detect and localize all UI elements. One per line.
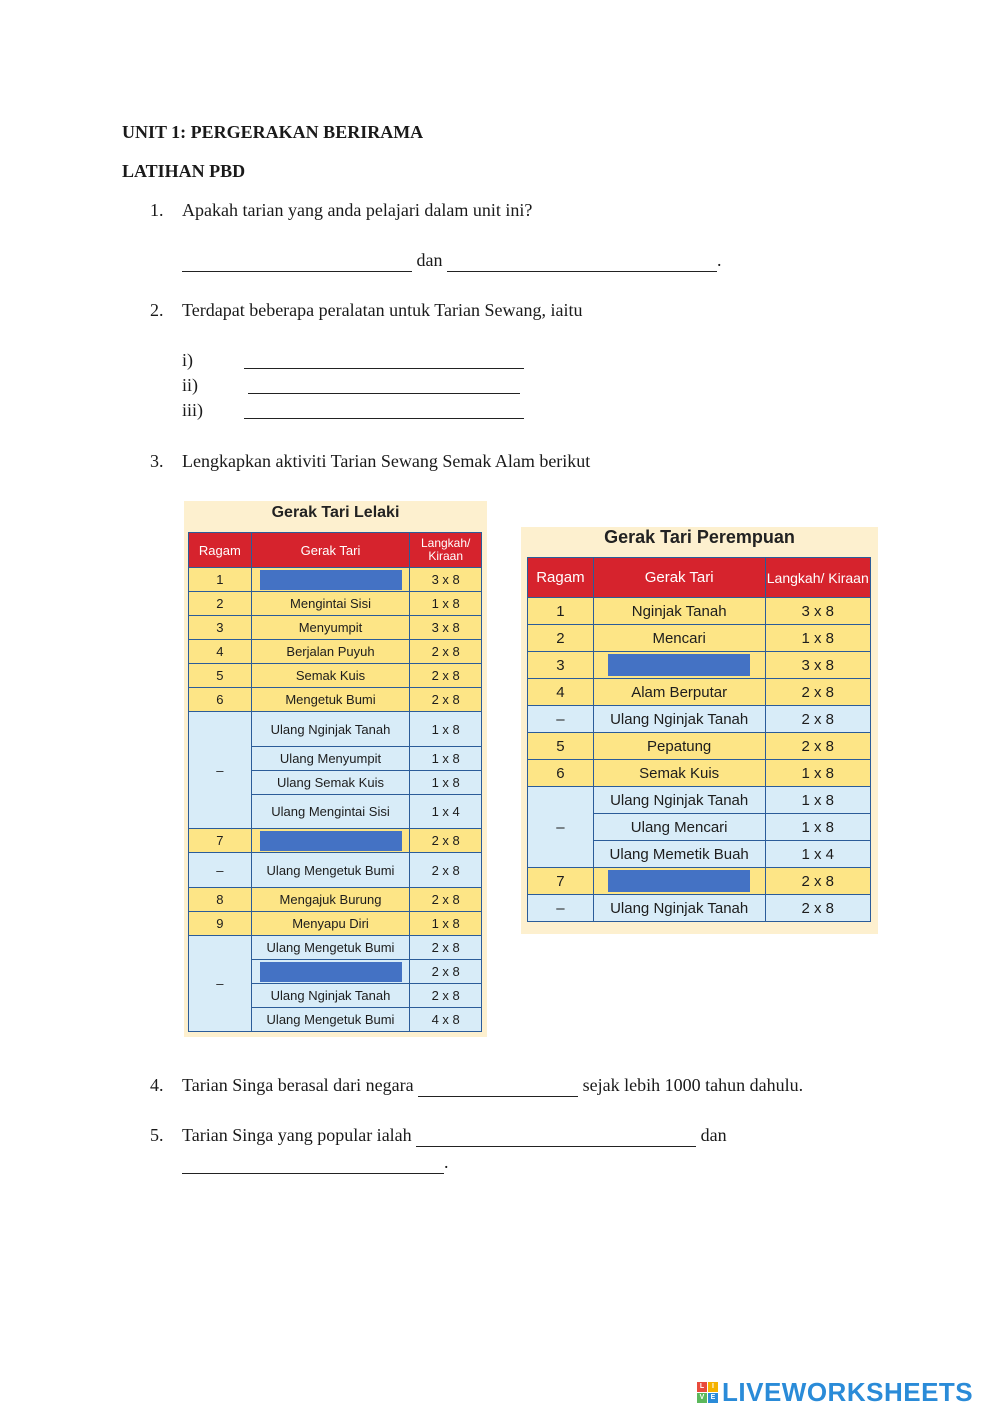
kiraan-cell: 2 x 8: [410, 960, 482, 984]
q4-number: 4.: [150, 1075, 164, 1095]
ragam-cell: 7: [189, 829, 252, 853]
gerak-cell: Pepatung: [593, 733, 765, 760]
kiraan-cell: 1 x 8: [410, 712, 482, 747]
answer-blank[interactable]: [260, 962, 402, 982]
kiraan-cell: 2 x 8: [410, 853, 482, 888]
q1-text: Apakah tarian yang anda pelajari dalam unit ini?: [182, 200, 533, 220]
female-dance-table-panel: [521, 527, 878, 934]
table-row: [528, 598, 871, 625]
ragam-cell: 5: [189, 664, 252, 688]
gerak-cell: [251, 829, 410, 853]
gerak-cell: Ulang Nginjak Tanah: [593, 895, 765, 922]
logo-mark-icon: L I V E: [697, 1382, 718, 1403]
gerak-cell: Alam Berputar: [593, 679, 765, 706]
kiraan-cell: 2 x 8: [765, 895, 871, 922]
table-row: [189, 616, 482, 640]
table-row: [189, 888, 482, 912]
ragam-cell: 4: [528, 679, 594, 706]
q1-end: .: [717, 250, 722, 270]
q2-item-1-input[interactable]: [244, 350, 524, 369]
q3-text: Lengkapkan aktiviti Tarian Sewang Semak Alam berikut: [182, 451, 591, 471]
kiraan-cell: 2 x 8: [410, 984, 482, 1008]
kiraan-cell: 1 x 8: [765, 787, 871, 814]
q4-text-after: sejak lebih 1000 tahun dahulu.: [582, 1075, 804, 1095]
q5-text-before: Tarian Singa yang popular ialah: [182, 1125, 412, 1145]
kiraan-cell: 2 x 8: [410, 688, 482, 712]
answer-blank[interactable]: [608, 654, 750, 676]
liveworksheets-logo: [697, 1377, 973, 1408]
table-row: [189, 568, 482, 592]
kiraan-cell: 2 x 8: [765, 706, 871, 733]
q4-text-before: Tarian Singa berasal dari negara: [182, 1075, 414, 1095]
gerak-cell: Ulang Mengintai Sisi: [251, 795, 410, 829]
gerak-cell: [251, 960, 410, 984]
table-row: [189, 853, 482, 888]
table-row: [189, 640, 482, 664]
table-row: [528, 895, 871, 922]
table-row: [528, 652, 871, 679]
kiraan-cell: 2 x 8: [410, 829, 482, 853]
table-row: [189, 829, 482, 853]
table-row: [528, 679, 871, 706]
q1-answer-line: [182, 250, 722, 272]
kiraan-cell: 2 x 8: [765, 733, 871, 760]
q2-item-label-2: ii): [182, 375, 198, 395]
answer-blank[interactable]: [260, 831, 402, 851]
table-row: [189, 936, 482, 960]
gerak-cell: Mencari: [593, 625, 765, 652]
q2-item-label-3: iii): [182, 400, 203, 420]
ragam-cell: 8: [189, 888, 252, 912]
gerak-cell: Mengajuk Burung: [251, 888, 410, 912]
kiraan-cell: 4 x 8: [410, 1008, 482, 1032]
ragam-cell: –: [189, 936, 252, 1032]
table-row: [189, 912, 482, 936]
unit-title: UNIT 1: PERGERAKAN BERIRAMA: [122, 122, 424, 142]
male-dance-table: [188, 532, 482, 1032]
gerak-cell: [593, 868, 765, 895]
female-header-gerak: Gerak Tari: [593, 558, 765, 598]
gerak-cell: Semak Kuis: [251, 664, 410, 688]
female-header-kiraan: Langkah/ Kiraan: [765, 558, 871, 598]
female-table-title: Gerak Tari Perempuan: [604, 527, 795, 547]
table-row: [528, 868, 871, 895]
gerak-cell: Ulang Semak Kuis: [251, 771, 410, 795]
q3-number: 3.: [150, 451, 164, 471]
female-dance-table: [527, 557, 871, 922]
q5-line: [182, 1125, 727, 1147]
kiraan-cell: 1 x 4: [765, 841, 871, 868]
gerak-cell: Ulang Mencari: [593, 814, 765, 841]
q5-answer-1-input[interactable]: [416, 1128, 696, 1147]
kiraan-cell: 2 x 8: [765, 679, 871, 706]
table-row: [189, 712, 482, 747]
table-row: [189, 592, 482, 616]
q2-item-3-input[interactable]: [244, 400, 524, 419]
ragam-cell: 6: [528, 760, 594, 787]
q5-answer-2-input[interactable]: [182, 1155, 444, 1174]
kiraan-cell: 3 x 8: [410, 568, 482, 592]
table-row: [528, 733, 871, 760]
q2-text: Terdapat beberapa peralatan untuk Tarian Sewang, iaitu: [182, 300, 583, 320]
kiraan-cell: 3 x 8: [765, 652, 871, 679]
gerak-cell: [593, 652, 765, 679]
q4-answer-input[interactable]: [418, 1078, 578, 1097]
gerak-cell: Semak Kuis: [593, 760, 765, 787]
q2-number: 2.: [150, 300, 164, 320]
answer-blank[interactable]: [260, 570, 402, 590]
answer-blank[interactable]: [608, 870, 750, 892]
ragam-cell: 2: [189, 592, 252, 616]
kiraan-cell: 3 x 8: [410, 616, 482, 640]
kiraan-cell: 2 x 8: [765, 868, 871, 895]
gerak-cell: Ulang Menyumpit: [251, 747, 410, 771]
q5-connector: dan: [700, 1125, 727, 1145]
ragam-cell: 1: [189, 568, 252, 592]
table-row: [189, 664, 482, 688]
q5-number: 5.: [150, 1125, 164, 1145]
q2-item-label-1: i): [182, 350, 193, 370]
gerak-cell: Mengintai Sisi: [251, 592, 410, 616]
female-header-ragam: Ragam: [528, 558, 594, 598]
q1-answer-1-input[interactable]: [182, 253, 412, 272]
kiraan-cell: 1 x 8: [410, 912, 482, 936]
gerak-cell: Ulang Nginjak Tanah: [593, 787, 765, 814]
table-row: [189, 688, 482, 712]
kiraan-cell: 1 x 8: [765, 814, 871, 841]
ragam-cell: 2: [528, 625, 594, 652]
male-table-title: Gerak Tari Lelaki: [271, 504, 400, 521]
male-header-kiraan: Langkah/ Kiraan: [410, 533, 482, 568]
gerak-cell: Ulang Nginjak Tanah: [593, 706, 765, 733]
q4-line: [182, 1075, 803, 1097]
gerak-cell: Nginjak Tanah: [593, 598, 765, 625]
kiraan-cell: 1 x 8: [410, 747, 482, 771]
gerak-cell: Ulang Mengetuk Bumi: [251, 853, 410, 888]
kiraan-cell: 2 x 8: [410, 936, 482, 960]
ragam-cell: 3: [189, 616, 252, 640]
kiraan-cell: 1 x 8: [410, 592, 482, 616]
q5-line-2: [182, 1152, 449, 1174]
gerak-cell: Ulang Mengetuk Bumi: [251, 1008, 410, 1032]
gerak-cell: Menyumpit: [251, 616, 410, 640]
ragam-cell: 7: [528, 868, 594, 895]
gerak-cell: Ulang Nginjak Tanah: [251, 712, 410, 747]
gerak-cell: Ulang Memetik Buah: [593, 841, 765, 868]
q2-item-2-input[interactable]: [248, 375, 520, 394]
male-header-gerak: Gerak Tari: [251, 533, 410, 568]
male-dance-table-panel: [184, 501, 487, 1037]
ragam-cell: 3: [528, 652, 594, 679]
ragam-cell: 1: [528, 598, 594, 625]
kiraan-cell: 1 x 8: [765, 625, 871, 652]
ragam-cell: –: [528, 895, 594, 922]
gerak-cell: [251, 568, 410, 592]
ragam-cell: 4: [189, 640, 252, 664]
kiraan-cell: 2 x 8: [410, 640, 482, 664]
kiraan-cell: 1 x 8: [410, 771, 482, 795]
q1-connector: dan: [416, 250, 443, 270]
table-row: [528, 787, 871, 814]
gerak-cell: Mengetuk Bumi: [251, 688, 410, 712]
ragam-cell: –: [528, 706, 594, 733]
table-row: [528, 706, 871, 733]
ragam-cell: –: [189, 853, 252, 888]
q5-end: .: [444, 1152, 449, 1172]
table-row: [528, 760, 871, 787]
gerak-cell: Ulang Nginjak Tanah: [251, 984, 410, 1008]
table-row: [528, 625, 871, 652]
section-title: LATIHAN PBD: [122, 161, 246, 181]
q1-answer-2-input[interactable]: [447, 253, 717, 272]
ragam-cell: –: [528, 787, 594, 868]
kiraan-cell: 1 x 4: [410, 795, 482, 829]
kiraan-cell: 2 x 8: [410, 664, 482, 688]
gerak-cell: Ulang Mengetuk Bumi: [251, 936, 410, 960]
ragam-cell: –: [189, 712, 252, 829]
ragam-cell: 5: [528, 733, 594, 760]
kiraan-cell: 1 x 8: [765, 760, 871, 787]
kiraan-cell: 2 x 8: [410, 888, 482, 912]
male-header-ragam: Ragam: [189, 533, 252, 568]
gerak-cell: Berjalan Puyuh: [251, 640, 410, 664]
ragam-cell: 9: [189, 912, 252, 936]
kiraan-cell: 3 x 8: [765, 598, 871, 625]
gerak-cell: Menyapu Diri: [251, 912, 410, 936]
q1-number: 1.: [150, 200, 164, 220]
ragam-cell: 6: [189, 688, 252, 712]
logo-text: LIVEWORKSHEETS: [722, 1377, 974, 1407]
